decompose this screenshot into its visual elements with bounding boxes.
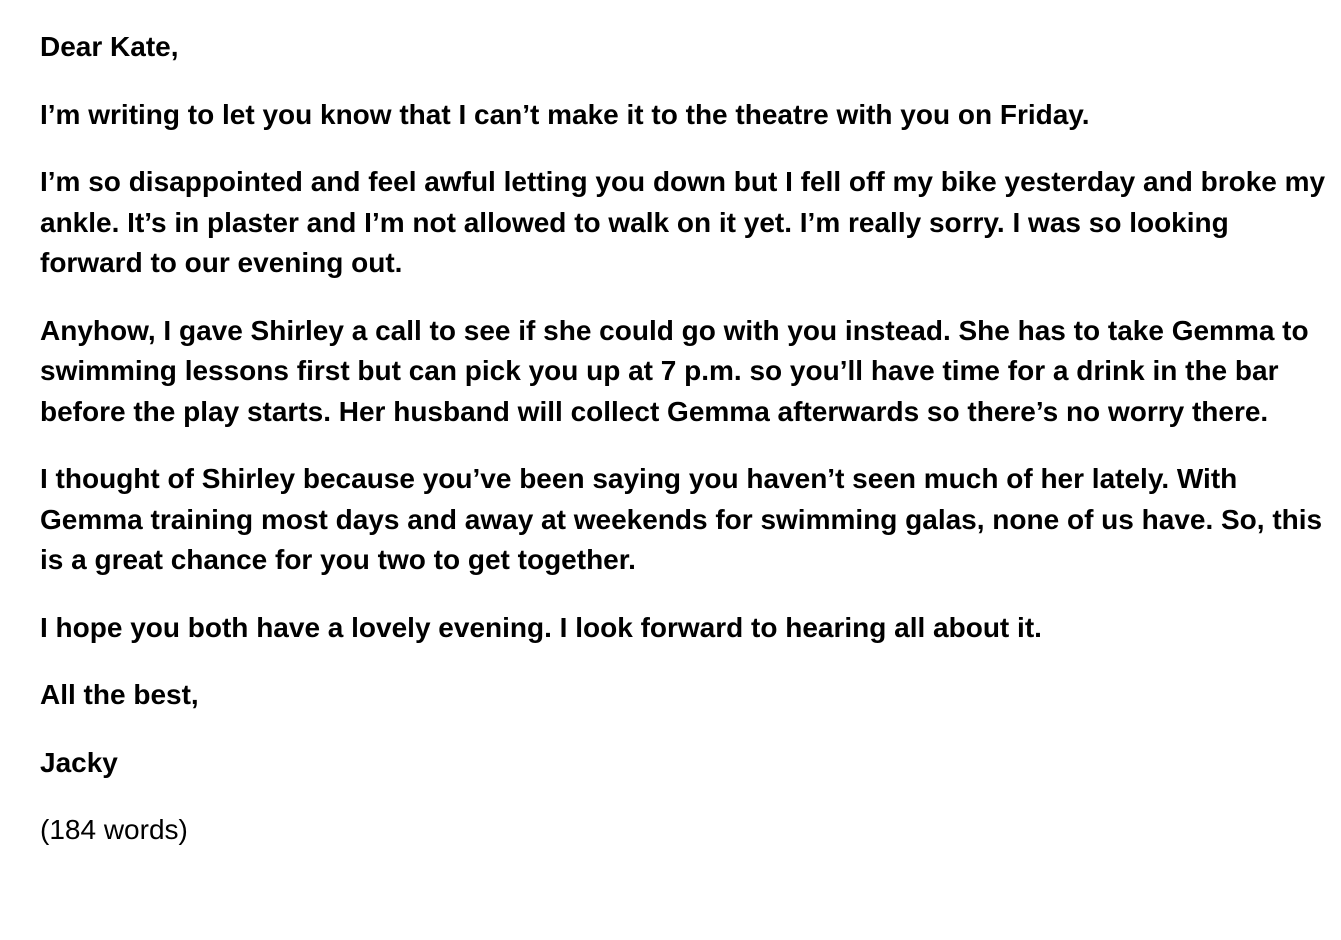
signature: Jacky [40, 746, 118, 778]
paragraph-3: Anyhow, I gave Shirley a call to see if she could go with you instead. She has to take Gemma to swimming lessons first but can pick you up at 7 p.m. so you’ll have time for a drink in the bar before the play starts. Her husband will collect Gemma afterwards so there’s no worry there. [40, 314, 1309, 427]
paragraph-1: I’m writing to let you know that I can’t make it to the theatre with you on Friday. [40, 98, 1090, 130]
letter [40, 27, 1330, 878]
word-count: (184 words) [40, 814, 188, 845]
paragraph-4: I thought of Shirley because you’ve been saying you haven’t seen much of her lately. With Gemma training most days and away at weekends for swimming galas, none of us have. So, this is a great chance for you two to get together. [40, 463, 1323, 575]
paragraph-5: I hope you both have a lovely evening. I look forward to hearing all about it. [40, 611, 1042, 643]
greeting: Dear Kate, [40, 31, 179, 62]
closing: All the best, [40, 679, 199, 710]
paragraph-2: I’m so disappointed and feel awful letting you down but I fell off my bike yesterday and broke my ankle. It’s in plaster and I’m not allowed to walk on it yet. I’m really sorry. I was so looking forward to our evening out. [40, 166, 1326, 278]
